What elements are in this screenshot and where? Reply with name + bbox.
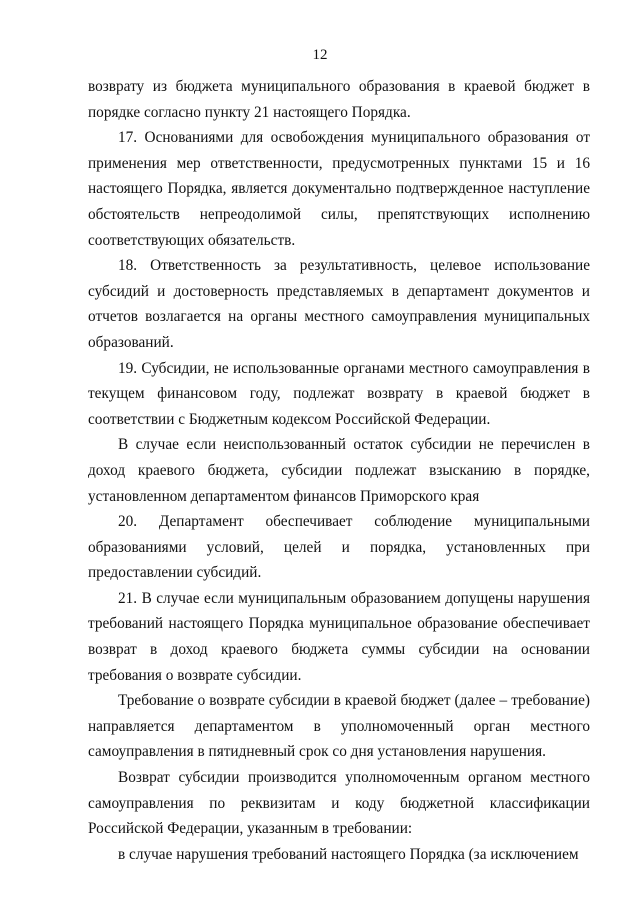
paragraph-requirement: Требование о возврате субсидии в краевой бюджет (далее – требование) направляется департаментом в уполномоченный орган местного самоуправления в пятидневный срок со дня установления нарушения. — [88, 692, 590, 761]
paragraph-19: 19. Субсидии, не использованные органами местного самоуправления в текущем финансовом году, подлежат возврату в краевой бюджет в соответствии с Бюджетным кодексом Российской Федерации. — [88, 359, 590, 428]
paragraph-continuation: возврату из бюджета муниципального образования в краевой бюджет в порядке согласно пункту 21 настоящего Порядка. — [88, 78, 590, 121]
document-body — [88, 74, 590, 867]
paragraph-refund: Возврат субсидии производится уполномоченным органом местного самоуправления по реквизитам и коду бюджетной классификации Российской Федерации, указанным в требовании: — [88, 769, 590, 838]
paragraph-17: 17. Основаниями для освобождения муниципального образования от применения мер ответственности, предусмотренных пунктами 15 и 16 настоящего Порядка, является документально подтвержденное наступление обстоятельств непреодолимой силы, препятствующих исполнению соответствующих обязательств. — [88, 129, 590, 249]
paragraph-violation-case: в случае нарушения требований настоящего Порядка (за исключением — [118, 845, 579, 863]
paragraph-20: 20. Департамент обеспечивает соблюдение муниципальными образованиями условий, целей и порядка, установленных при предоставлении субсидий. — [88, 513, 590, 582]
paragraph-19-remainder: В случае если неиспользованный остаток субсидии не перечислен в доход краевого бюджета, субсидии подлежат взысканию в порядке, установленном департаментом финансов Приморского края — [88, 436, 590, 505]
paragraph-18: 18. Ответственность за результативность, целевое использование субсидий и достоверность представляемых в департамент документов и отчетов возлагается на органы местного самоуправления муниципальных образований. — [88, 257, 590, 351]
page-number: 12 — [312, 47, 328, 63]
paragraph-21: 21. В случае если муниципальным образованием допущены нарушения требований настоящего Порядка муниципальное образование обеспечивает возврат в доход краевого бюджета суммы субсидии на основании требования о возврате субсидии. — [88, 589, 590, 684]
